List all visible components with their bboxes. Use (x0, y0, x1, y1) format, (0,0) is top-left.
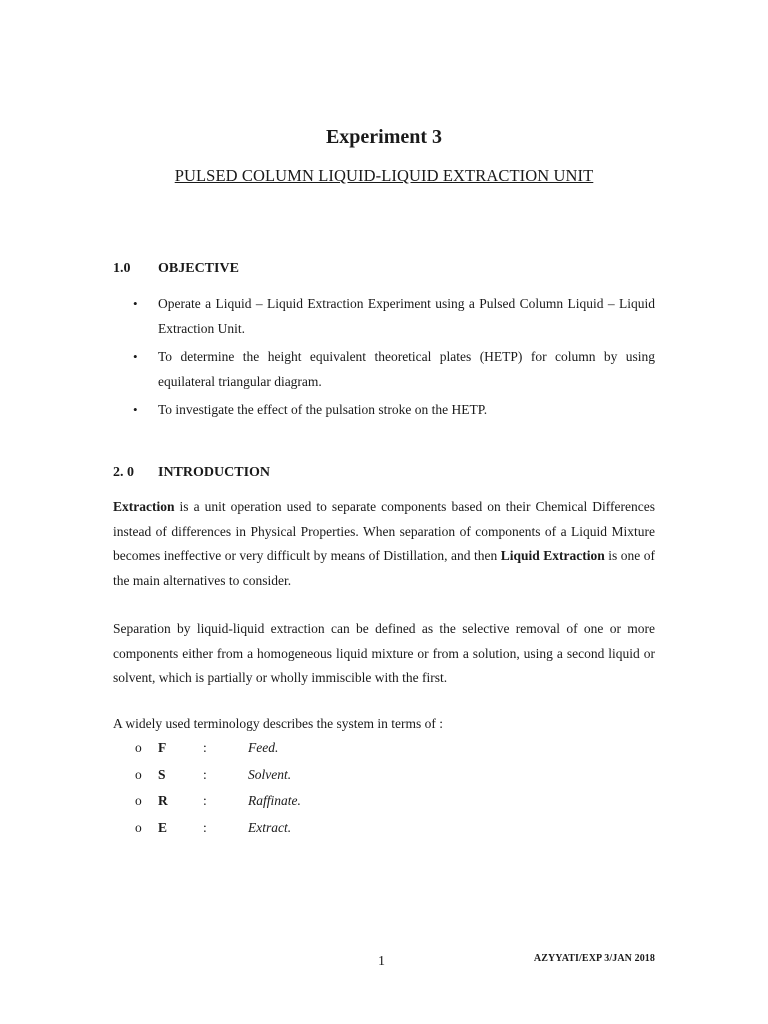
intro-paragraph-2: Separation by liquid-liquid extraction can be defined as the selective removal of one or more components either from a homogeneous liquid mixture or from a solution, using a second liquid or solvent, which is partially or wholly immiscible with the first. (113, 621, 655, 685)
term-symbol: F (158, 740, 167, 755)
list-item-text: Operate a Liquid – Liquid Extraction Experiment using a Pulsed Column Liquid – Liquid Extraction Unit. (158, 296, 655, 336)
term-definition: Raffinate. (248, 793, 301, 808)
terminology-list (135, 740, 301, 846)
circle-bullet-icon: o (135, 766, 142, 782)
term-symbol: S (158, 766, 166, 782)
term-colon: : (203, 819, 207, 835)
term-item (135, 820, 301, 847)
term-definition: Solvent. (248, 766, 292, 782)
terminology-lead: A widely used terminology describes the system in terms of : (113, 716, 443, 731)
term-symbol: E (158, 819, 168, 835)
footer-reference: AZYYATI/EXP 3/JAN 2018 (533, 953, 655, 964)
circle-bullet-icon: o (135, 740, 142, 755)
term-colon: : (203, 793, 207, 808)
term-item (135, 767, 301, 794)
section-number: 1.0 (113, 261, 131, 276)
intro-paragraph-1 (113, 495, 655, 593)
list-item (113, 397, 655, 422)
list-item (113, 344, 655, 394)
paragraph-text: is a unit operation used to separate components based on their Chemical Differences instead of differences in Physical Properties. When separation of components of a Liquid Mixture becomes ineffective or very difficult by means of Distillation, and then (113, 499, 655, 563)
term-colon: : (203, 766, 207, 782)
bullet-icon: • (133, 296, 138, 311)
section-title: INTRODUCTION (158, 465, 271, 480)
objective-list (113, 291, 655, 425)
list-item (113, 291, 655, 341)
introduction-heading (113, 465, 270, 481)
page-title: Experiment 3 (325, 126, 443, 148)
term-item (135, 740, 301, 767)
circle-bullet-icon: o (135, 793, 142, 808)
objective-heading (113, 261, 239, 277)
bullet-icon: • (133, 402, 138, 417)
term-colon: : (203, 740, 207, 755)
list-item-text: To determine the height equivalent theoretical plates (HETP) for column by using equilateral triangular diagram. (158, 349, 655, 389)
term-item (135, 793, 301, 820)
term-definition: Feed. (248, 740, 279, 755)
bold-term: Extraction (113, 499, 175, 514)
section-title: OBJECTIVE (158, 261, 239, 276)
term-definition: Extract. (248, 819, 292, 835)
circle-bullet-icon: o (135, 819, 142, 835)
section-number: 2. 0 (113, 465, 134, 480)
term-symbol: R (158, 793, 168, 808)
bullet-icon: • (133, 349, 138, 364)
list-item-text: To investigate the effect of the pulsation stroke on the HETP. (158, 402, 488, 417)
bold-term: Liquid Extraction (500, 548, 605, 563)
paragraph-text: is one of the main alternatives to consider. (113, 548, 655, 588)
page-subtitle: PULSED COLUMN LIQUID-LIQUID EXTRACTION UNIT (174, 166, 594, 185)
page-number: 1 (378, 954, 385, 969)
